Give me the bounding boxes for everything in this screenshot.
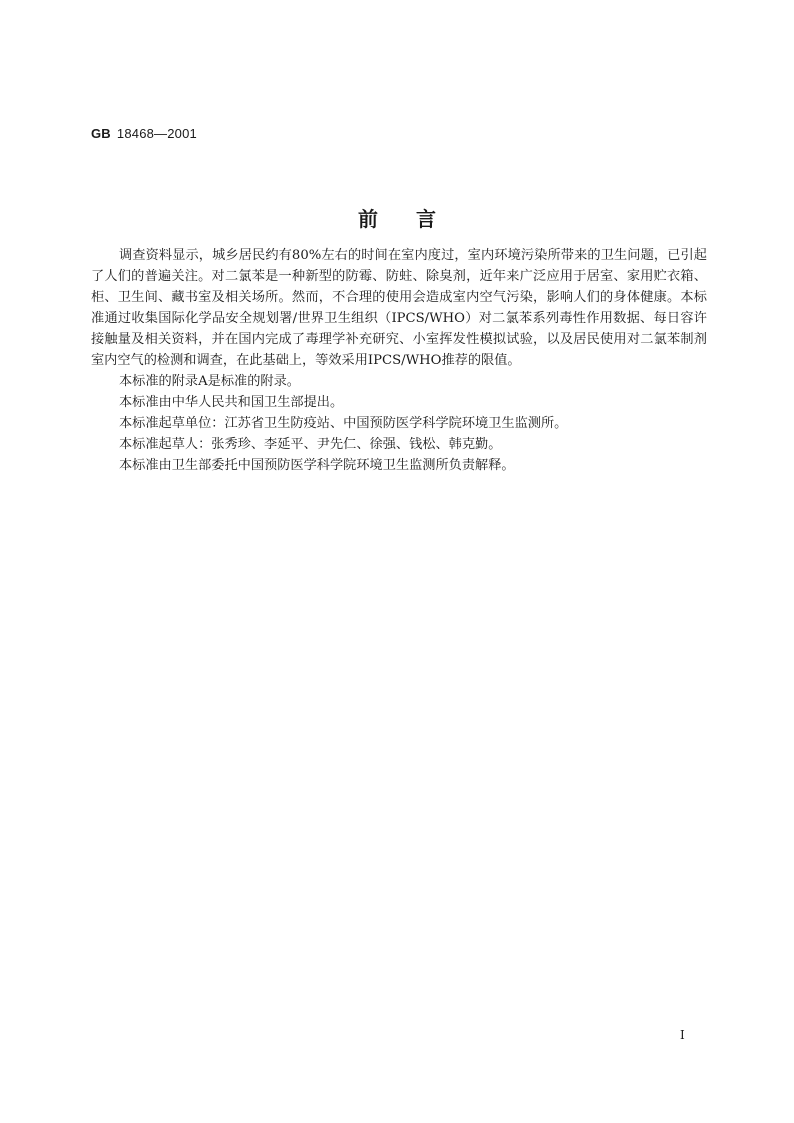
paragraph-drafters: 本标准起草人：张秀珍、李延平、尹先仁、徐强、钱松、韩克勤。 xyxy=(119,437,502,452)
standard-number: 18468—2001 xyxy=(116,126,197,141)
document-header xyxy=(91,126,197,141)
page-number: I xyxy=(680,1028,685,1042)
page-title: 前言 xyxy=(358,207,474,231)
standard-prefix: GB xyxy=(91,126,111,141)
foreword-body xyxy=(91,245,707,476)
paragraph-proposer: 本标准由中华人民共和国卫生部提出。 xyxy=(119,395,344,410)
paragraph-background: 调查资料显示，城乡居民约有80%左右的时间在室内度过，室内环境污染所带来的卫生问题，已引起了人们的普遍关注。对二氯苯是一种新型的防霉、防蛀、除臭剂，近年来广泛应用于居室、家用贮衣箱、柜、卫生间、藏书室及相关场所。然而，不合理的使用会造成室内空气污染，影响人们的身体健康。本标准通过收集国际化学品安全规划署/世界卫生组织（IPCS/WHO）对二氯苯系列毒性作用数据、每日容许接触量及相关资料，并在国内完成了毒理学补充研究、小室挥发性模拟试验，以及居民使用对二氯苯制剂室内空气的检测和调查，在此基础上，等效采用IPCS/WHO推荐的限值。 xyxy=(91,248,707,368)
paragraph-drafting-units: 本标准起草单位：江苏省卫生防疫站、中国预防医学科学院环境卫生监测所。 xyxy=(119,416,568,431)
paragraph-interpretation: 本标准由卫生部委托中国预防医学科学院环境卫生监测所负责解释。 xyxy=(119,458,515,473)
paragraph-appendix: 本标准的附录A是标准的附录。 xyxy=(119,374,300,389)
